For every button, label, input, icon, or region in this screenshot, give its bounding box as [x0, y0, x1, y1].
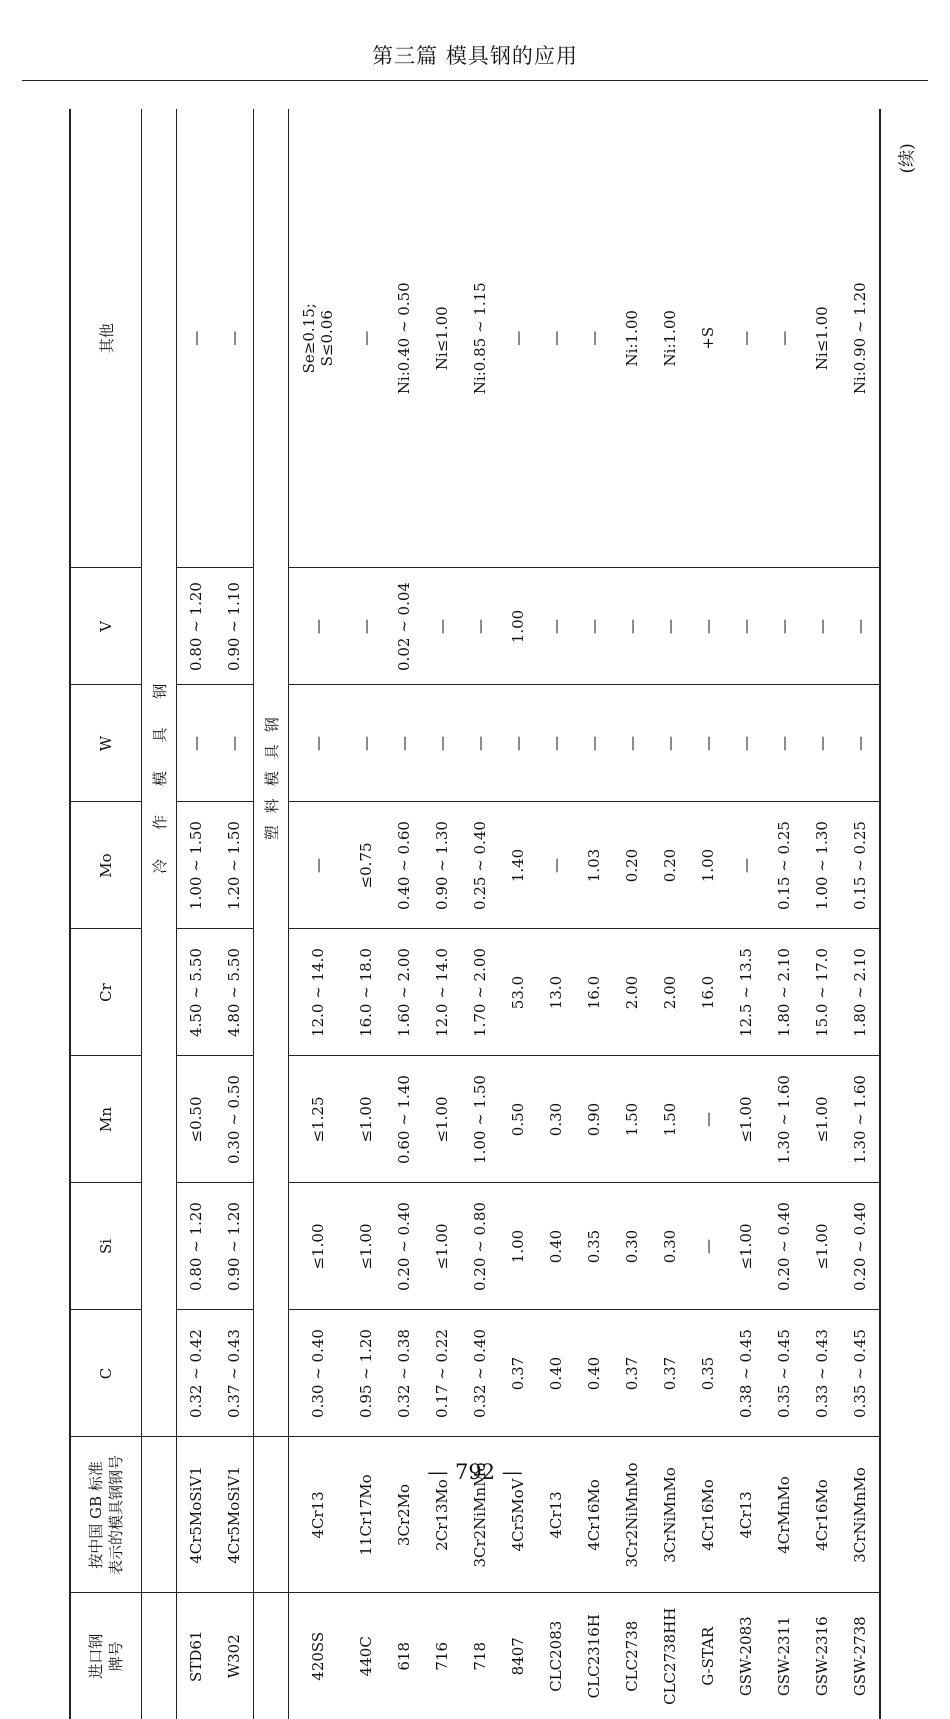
header-gb-line1: 按中国 GB 标准	[87, 1461, 105, 1569]
cell-import: 420SS	[309, 1631, 327, 1681]
cell-mo: —	[537, 802, 575, 929]
cell-c: 0.37	[651, 1310, 689, 1437]
cell-w: —	[803, 685, 841, 802]
cell-cr: 1.70 ~ 2.00	[461, 929, 499, 1056]
cell-gb: 4Cr13	[537, 1437, 575, 1593]
cell-w: —	[461, 685, 499, 802]
cell-import: 8407	[509, 1637, 527, 1676]
cell-mo: 1.40	[499, 802, 537, 929]
cell-gb: 4Cr13	[289, 1437, 348, 1593]
cell-mn: ≤1.00	[803, 1056, 841, 1183]
cell-other: Ni:0.85 ~ 1.15	[461, 109, 499, 568]
cell-si: 0.30	[613, 1183, 651, 1310]
section-blank	[254, 1593, 289, 1719]
cell-cr: 2.00	[651, 929, 689, 1056]
cell-mo: 0.25 ~ 0.40	[461, 802, 499, 929]
cell-other: —	[727, 109, 765, 568]
cell-w: —	[215, 685, 254, 802]
header-other: 其他	[70, 109, 142, 568]
cell-v: —	[347, 568, 385, 685]
cell-mn: 0.90	[575, 1056, 613, 1183]
cell-mo: 1.00 ~ 1.30	[803, 802, 841, 929]
cell-gb: 4Cr13	[727, 1437, 765, 1593]
cell-mn: ≤1.00	[423, 1056, 461, 1183]
cell-v: 0.02 ~ 0.04	[385, 568, 423, 685]
cell-si: —	[689, 1183, 727, 1310]
cell-w: —	[613, 685, 651, 802]
cell-v: —	[537, 568, 575, 685]
cell-import: 618	[395, 1641, 413, 1671]
cell-si: 0.35	[575, 1183, 613, 1310]
cell-mo: —	[289, 802, 348, 929]
cell-c: 0.17 ~ 0.22	[423, 1310, 461, 1437]
cell-other: —	[177, 109, 216, 568]
header-import-line1: 进口钢	[87, 1633, 105, 1679]
cell-c: 0.95 ~ 1.20	[347, 1310, 385, 1437]
cell-other: —	[765, 109, 803, 568]
cell-import: CLC2083	[547, 1620, 565, 1692]
header-import-grade	[70, 1593, 142, 1719]
cell-other: —	[499, 109, 537, 568]
cell-w: —	[651, 685, 689, 802]
cell-cr: 15.0 ~ 17.0	[803, 929, 841, 1056]
cell-other: Ni:0.90 ~ 1.20	[841, 109, 880, 568]
cell-si: ≤1.00	[803, 1183, 841, 1310]
cell-v: —	[461, 568, 499, 685]
header-si: Si	[70, 1183, 142, 1310]
cell-import: CLC2738	[623, 1620, 641, 1692]
cell-import: GSW-2311	[775, 1616, 793, 1697]
cell-w: —	[423, 685, 461, 802]
cell-c: 0.32 ~ 0.40	[461, 1310, 499, 1437]
cell-import: W302	[225, 1634, 243, 1679]
cell-w: —	[385, 685, 423, 802]
cell-mn: 0.30 ~ 0.50	[215, 1056, 254, 1183]
cell-import: GSW-2083	[737, 1616, 755, 1697]
cell-other: +S	[689, 109, 727, 568]
cell-cr: 12.0 ~ 14.0	[289, 929, 348, 1056]
cell-mo: 0.15 ~ 0.25	[765, 802, 803, 929]
cell-cr: 16.0	[575, 929, 613, 1056]
cell-w: —	[689, 685, 727, 802]
cell-mo: 0.40 ~ 0.60	[385, 802, 423, 929]
cell-w: —	[765, 685, 803, 802]
cell-v: —	[689, 568, 727, 685]
cell-other: —	[537, 109, 575, 568]
cell-c: 0.33 ~ 0.43	[803, 1310, 841, 1437]
cell-si: ≤1.00	[347, 1183, 385, 1310]
cell-c: 0.37	[499, 1310, 537, 1437]
cell-import: GSW-2738	[841, 1593, 880, 1719]
cell-mn: ≤1.25	[289, 1056, 348, 1183]
cell-c: 0.40	[575, 1310, 613, 1437]
cell-gb: 4CrMnMo	[765, 1437, 803, 1593]
cell-mo: 0.15 ~ 0.25	[841, 802, 880, 929]
cell-v: —	[727, 568, 765, 685]
cell-v: —	[841, 568, 880, 685]
cell-v: —	[765, 568, 803, 685]
cell-cr: 4.50 ~ 5.50	[177, 929, 216, 1056]
cell-si: 0.20 ~ 0.40	[841, 1183, 880, 1310]
cell-other-line2: S≤0.06	[318, 310, 336, 367]
cell-v: 1.00	[499, 568, 537, 685]
section-title: 塑料模具钢	[254, 109, 289, 1437]
cell-si: 0.40	[537, 1183, 575, 1310]
cell-c: 0.40	[537, 1310, 575, 1437]
cell-import: 718	[471, 1641, 489, 1671]
header-v: V	[70, 568, 142, 685]
cell-mn: ≤1.00	[727, 1056, 765, 1183]
cell-cr: 12.0 ~ 14.0	[423, 929, 461, 1056]
cell-mn: 0.50	[499, 1056, 537, 1183]
cell-w: —	[575, 685, 613, 802]
cell-gb: 4Cr5MoV	[499, 1437, 537, 1593]
header-rule	[22, 80, 928, 81]
cell-mo: 0.20	[651, 802, 689, 929]
cell-other: Ni:1.00	[651, 109, 689, 568]
header-c: C	[70, 1310, 142, 1437]
cell-v: 0.90 ~ 1.10	[215, 568, 254, 685]
cell-w: —	[499, 685, 537, 802]
cell-gb: 3Cr2Mo	[385, 1437, 423, 1593]
cell-c: 0.37	[613, 1310, 651, 1437]
cell-si: 0.20 ~ 0.80	[461, 1183, 499, 1310]
cell-cr: 12.5 ~ 13.5	[727, 929, 765, 1056]
cell-other: Ni:0.40 ~ 0.50	[385, 109, 423, 568]
cell-c: 0.35 ~ 0.45	[841, 1310, 880, 1437]
cell-mn: 0.30	[537, 1056, 575, 1183]
cell-cr: 4.80 ~ 5.50	[215, 929, 254, 1056]
cell-mo: 1.20 ~ 1.50	[215, 802, 254, 929]
running-head: 第三篇 模具钢的应用	[372, 44, 578, 68]
cell-si: 0.80 ~ 1.20	[177, 1183, 216, 1310]
cell-import: 440C	[357, 1636, 375, 1677]
cell-mo: 0.90 ~ 1.30	[423, 802, 461, 929]
cell-import: CLC2316H	[585, 1614, 603, 1699]
cell-cr: 2.00	[613, 929, 651, 1056]
cell-v: —	[289, 568, 348, 685]
cell-import: STD61	[187, 1630, 205, 1682]
cell-mo: —	[727, 802, 765, 929]
cell-import: 716	[433, 1641, 451, 1671]
cell-w: —	[537, 685, 575, 802]
cell-cr: 1.80 ~ 2.10	[841, 929, 880, 1056]
cell-gb: 4Cr5MoSiV1	[215, 1437, 254, 1593]
cell-w: —	[347, 685, 385, 802]
cell-mo: 1.00 ~ 1.50	[177, 802, 216, 929]
cell-si: 0.20 ~ 0.40	[385, 1183, 423, 1310]
cell-mn: 1.30 ~ 1.60	[841, 1056, 880, 1183]
cell-c: 0.35 ~ 0.45	[765, 1310, 803, 1437]
cell-import: CLC2738HH	[661, 1607, 679, 1705]
header-mn: Mn	[70, 1056, 142, 1183]
cell-c: 0.32 ~ 0.42	[177, 1310, 216, 1437]
cell-mo: 0.20	[613, 802, 651, 929]
cell-si: ≤1.00	[289, 1183, 348, 1310]
cell-si: 0.90 ~ 1.20	[215, 1183, 254, 1310]
cell-gb: 3CrNiMnMo	[651, 1437, 689, 1593]
cell-other: —	[575, 109, 613, 568]
continued-mark: (续)	[897, 143, 918, 174]
cell-v: —	[651, 568, 689, 685]
cell-mn: 1.50	[651, 1056, 689, 1183]
cell-si: 0.20 ~ 0.40	[765, 1183, 803, 1310]
section-blank	[142, 1593, 177, 1719]
cell-si: ≤1.00	[727, 1183, 765, 1310]
cell-v: —	[613, 568, 651, 685]
cell-mn: ≤0.50	[177, 1056, 216, 1183]
cell-c: 0.38 ~ 0.45	[727, 1310, 765, 1437]
cell-c: 0.30 ~ 0.40	[289, 1310, 348, 1437]
page-number: — 792 —	[427, 1460, 523, 1484]
cell-other: Ni≤1.00	[423, 109, 461, 568]
cell-mn: 1.00 ~ 1.50	[461, 1056, 499, 1183]
cell-gb: 4Cr16Mo	[803, 1437, 841, 1593]
header-w: W	[70, 685, 142, 802]
cell-v: —	[803, 568, 841, 685]
cell-cr: 1.60 ~ 2.00	[385, 929, 423, 1056]
cell-gb: 11Cr17Mo	[347, 1437, 385, 1593]
header-import-line2: 牌号	[107, 1641, 125, 1672]
cell-w: —	[727, 685, 765, 802]
cell-cr: 1.80 ~ 2.10	[765, 929, 803, 1056]
cell-mo: 1.00	[689, 802, 727, 929]
cell-other	[289, 109, 348, 568]
cell-si: 1.00	[499, 1183, 537, 1310]
cell-mn: 1.50	[613, 1056, 651, 1183]
cell-mo: ≤0.75	[347, 802, 385, 929]
cell-c: 0.35	[689, 1310, 727, 1437]
cell-cr: 13.0	[537, 929, 575, 1056]
cell-v: 0.80 ~ 1.20	[177, 568, 216, 685]
cell-other: —	[347, 109, 385, 568]
cell-v: —	[423, 568, 461, 685]
cell-gb: 4Cr16Mo	[689, 1437, 727, 1593]
cell-other: Ni≤1.00	[803, 109, 841, 568]
cell-gb: 2Cr13Mo	[423, 1437, 461, 1593]
cell-gb: 4Cr16Mo	[575, 1437, 613, 1593]
cell-si: ≤1.00	[423, 1183, 461, 1310]
cell-mn: ≤1.00	[347, 1056, 385, 1183]
cell-si: 0.30	[651, 1183, 689, 1310]
cell-mn: 0.60 ~ 1.40	[385, 1056, 423, 1183]
cell-import: G-STAR	[699, 1626, 717, 1686]
cell-mn: —	[689, 1056, 727, 1183]
cell-gb: 4Cr5MoSiV1	[177, 1437, 216, 1593]
cell-other: —	[215, 109, 254, 568]
cell-v: —	[575, 568, 613, 685]
header-mo: Mo	[70, 802, 142, 929]
cell-c: 0.37 ~ 0.43	[215, 1310, 254, 1437]
cell-mo: 1.03	[575, 802, 613, 929]
cell-c: 0.32 ~ 0.38	[385, 1310, 423, 1437]
cell-w: —	[289, 685, 348, 802]
cell-gb: 3Cr2NiMnMo	[461, 1437, 499, 1593]
cell-w: —	[841, 685, 880, 802]
cell-import: GSW-2316	[813, 1616, 831, 1697]
cell-gb: 3Cr2NiMnMo	[613, 1437, 651, 1593]
section-title: 冷 作 模 具 钢	[142, 109, 177, 1437]
cell-w: —	[177, 685, 216, 802]
cell-other-line1: Se≥0.15;	[300, 303, 318, 374]
cell-gb: 3CrNiMnMo	[841, 1437, 880, 1593]
header-gb-line2: 表示的模具钢钢号	[107, 1455, 125, 1576]
cell-cr: 53.0	[499, 929, 537, 1056]
cell-other: Ni:1.00	[613, 109, 651, 568]
cell-mn: 1.30 ~ 1.60	[765, 1056, 803, 1183]
cell-cr: 16.0	[689, 929, 727, 1056]
header-cr: Cr	[70, 929, 142, 1056]
cell-cr: 16.0 ~ 18.0	[347, 929, 385, 1056]
